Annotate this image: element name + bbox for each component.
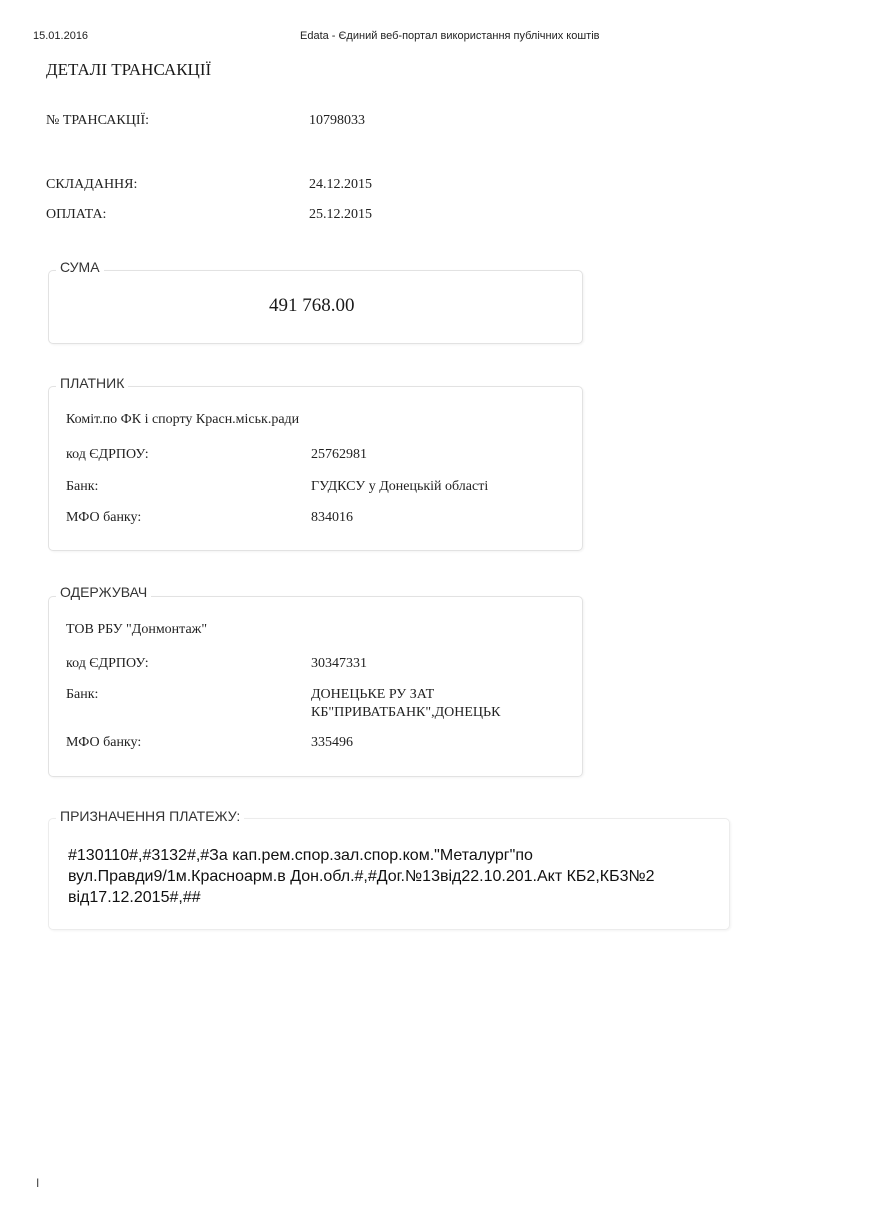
payer-box xyxy=(48,386,583,551)
payer-mfo-label: МФО банку: xyxy=(66,510,142,525)
recipient-name: ТОВ РБУ "Донмонтаж" xyxy=(66,622,208,637)
paid-label: ОПЛАТА: xyxy=(46,207,107,222)
payer-bank-value: ГУДКСУ у Донецькій області xyxy=(311,479,489,494)
amount-value: 491 768.00 xyxy=(269,295,355,316)
paid-value: 25.12.2015 xyxy=(309,207,372,222)
recipient-edrpou-label: код ЄДРПОУ: xyxy=(66,656,149,671)
recipient-bank-value-line2: КБ"ПРИВАТБАНК",ДОНЕЦЬК xyxy=(311,705,501,720)
site-title: Edata - Єдиний веб-портал використання публічних коштів xyxy=(300,30,600,42)
transaction-number-label: № ТРАНСАКЦІЇ: xyxy=(46,113,150,128)
transaction-number-value: 10798033 xyxy=(309,113,365,128)
payer-edrpou-value: 25762981 xyxy=(311,447,367,462)
footer-mark: I xyxy=(36,1176,40,1190)
recipient-mfo-label: МФО банку: xyxy=(66,735,142,750)
amount-legend: СУМА xyxy=(56,259,104,275)
recipient-legend: ОДЕРЖУВАЧ xyxy=(56,584,151,600)
payer-bank-label: Банк: xyxy=(66,479,99,494)
created-label: СКЛАДАННЯ: xyxy=(46,177,138,192)
payer-mfo-value: 834016 xyxy=(311,510,353,525)
purpose-line-1: #130110#,#3132#,#За кап.рем.спор.зал.спор.ком."Металург"по xyxy=(68,847,533,864)
created-value: 24.12.2015 xyxy=(309,177,372,192)
recipient-mfo-value: 335496 xyxy=(311,735,353,750)
recipient-bank-label: Банк: xyxy=(66,687,99,702)
recipient-edrpou-value: 30347331 xyxy=(311,656,367,671)
recipient-bank-value-line1: ДОНЕЦЬКЕ РУ ЗАТ xyxy=(311,687,435,702)
purpose-line-3: від17.12.2015#,## xyxy=(68,889,201,906)
payer-name: Коміт.по ФК і спорту Красн.міськ.ради xyxy=(66,412,300,427)
page-title: ДЕТАЛІ ТРАНСАКЦІЇ xyxy=(46,60,212,79)
purpose-legend: ПРИЗНАЧЕННЯ ПЛАТЕЖУ: xyxy=(56,808,244,824)
print-date: 15.01.2016 xyxy=(33,30,89,42)
purpose-line-2: вул.Правди9/1м.Красноарм.в Дон.обл.#,#Дог.№13від22.10.201.Акт КБ2,КБ3№2 xyxy=(68,868,655,885)
payer-edrpou-label: код ЄДРПОУ: xyxy=(66,447,149,462)
payer-legend: ПЛАТНИК xyxy=(56,375,128,391)
